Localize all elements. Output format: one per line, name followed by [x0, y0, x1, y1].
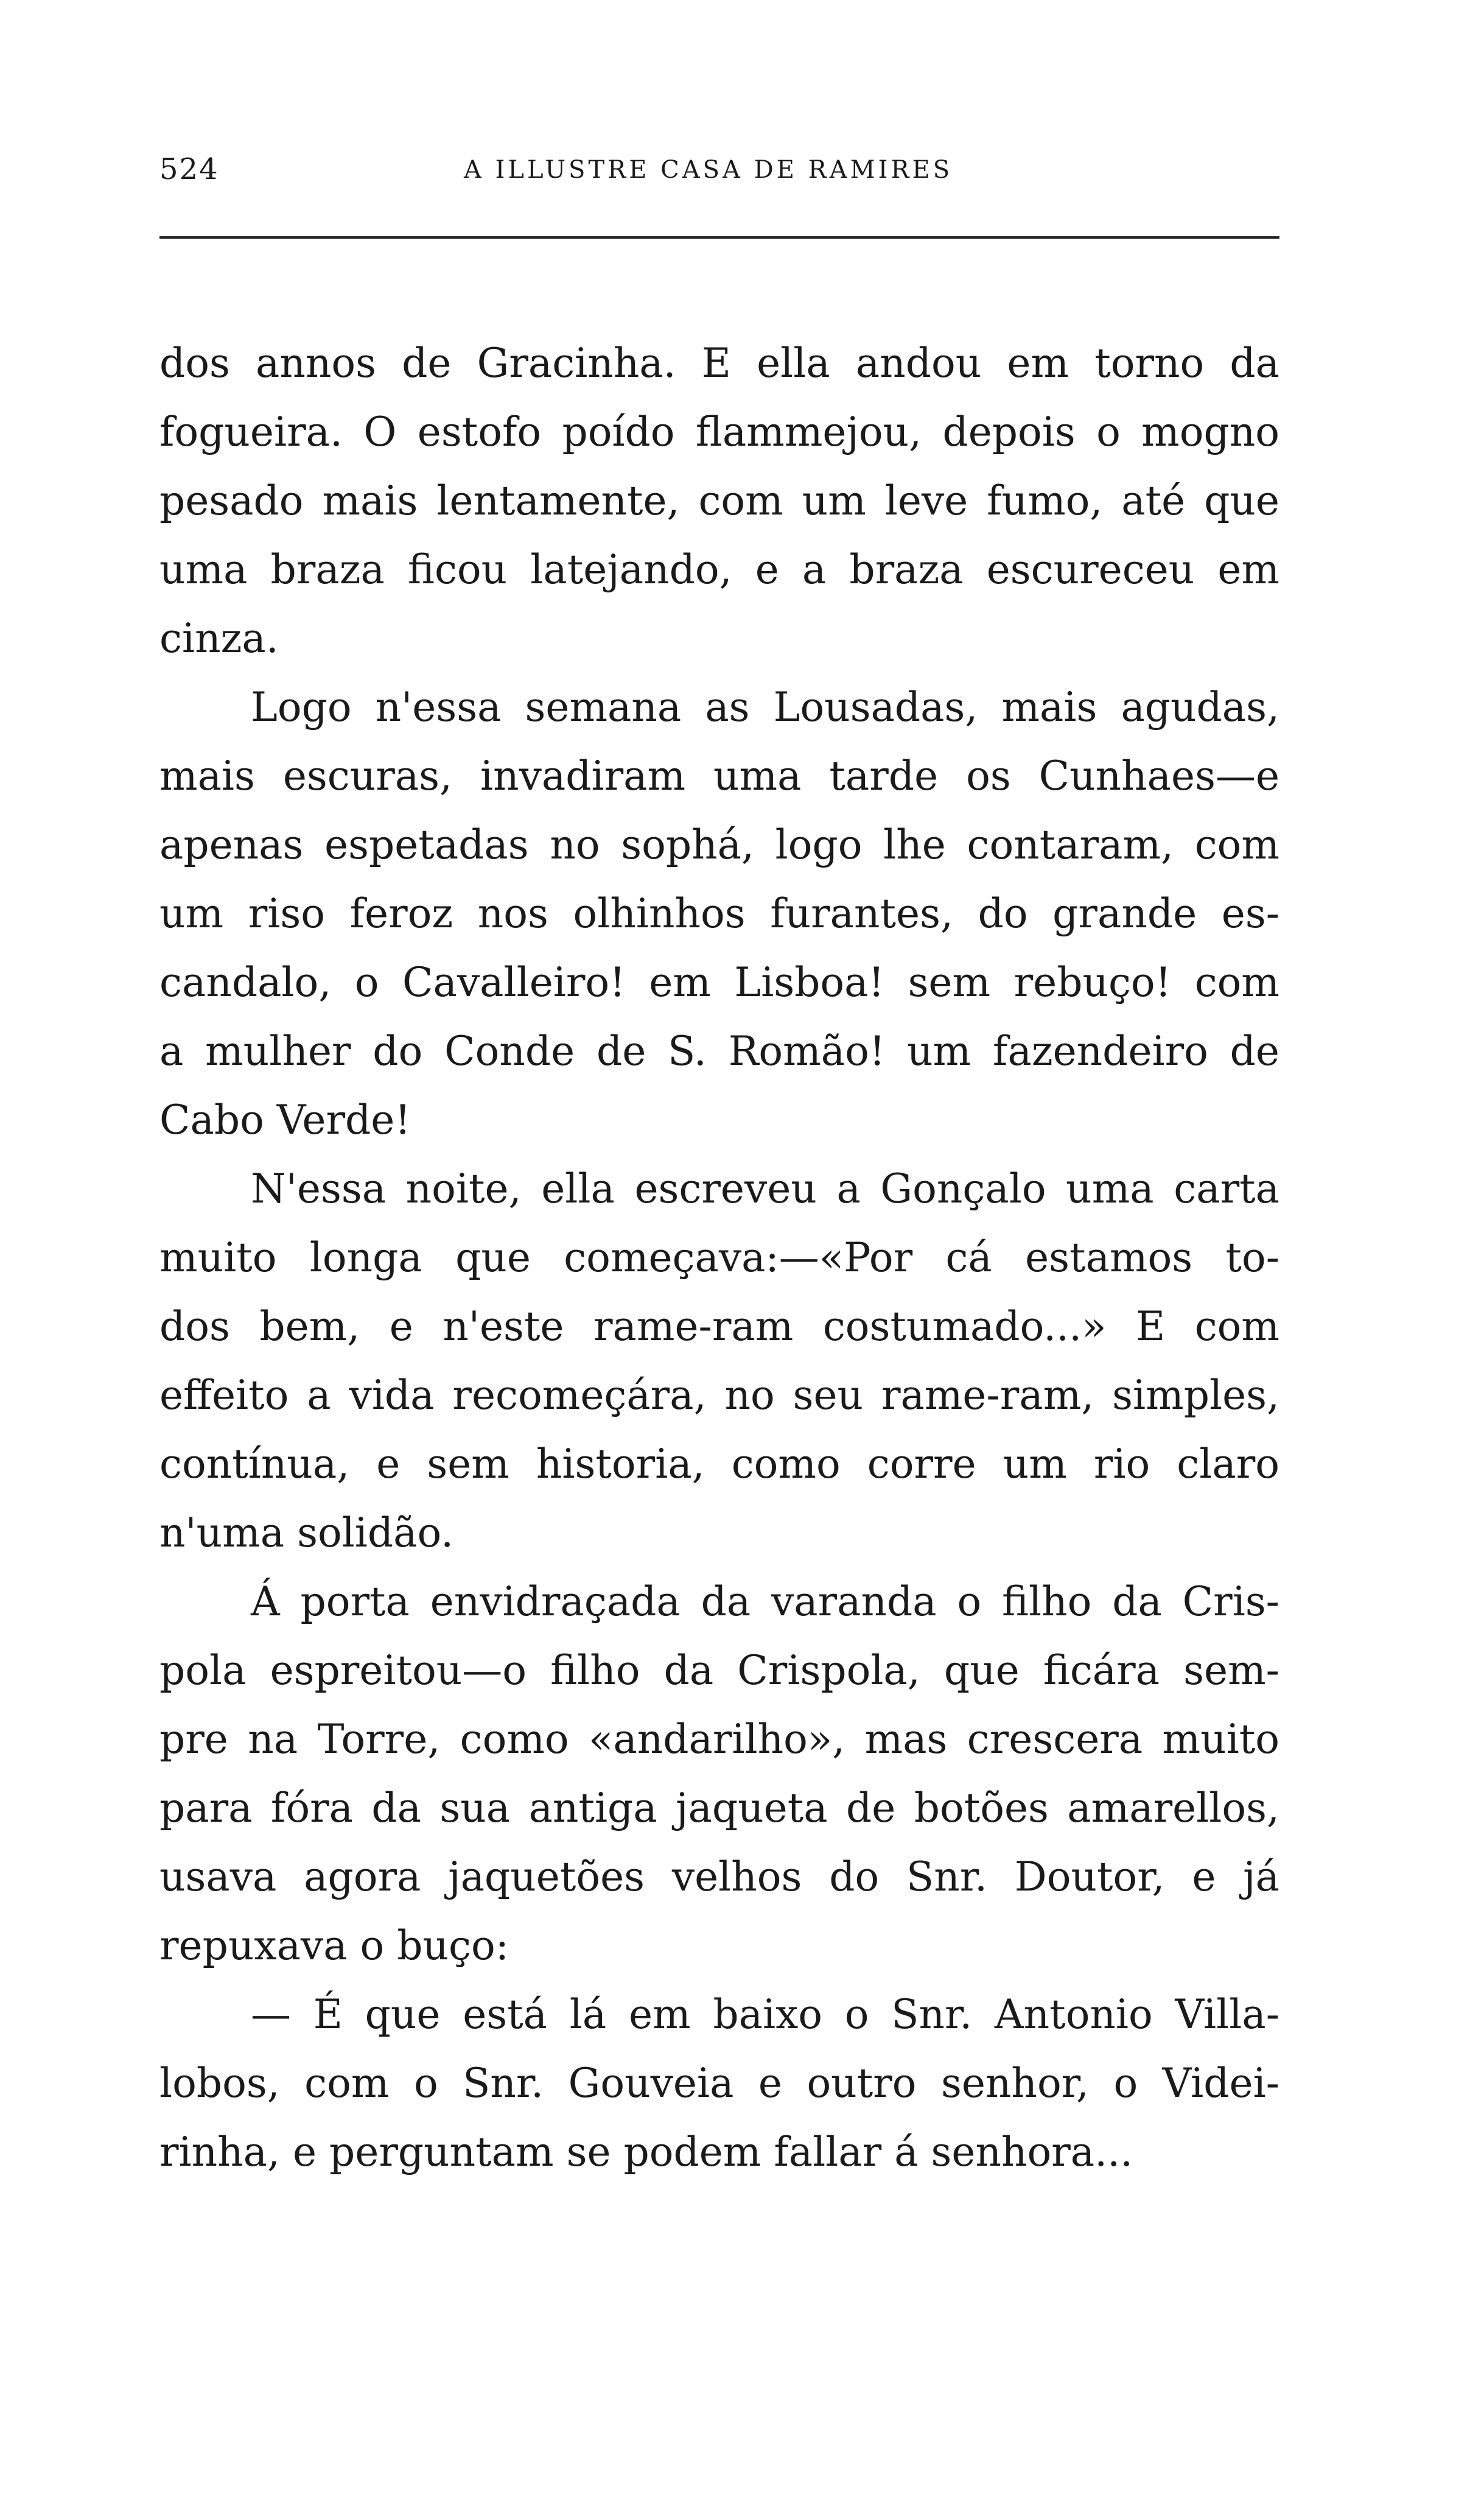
- text-line: fogueira. O estofo poído flammejou, depois o mogno: [159, 409, 1279, 455]
- text-line: n'uma solidão.: [159, 1509, 454, 1556]
- paragraph: [159, 329, 1279, 673]
- text-line: Logo n'essa semana as Lousadas, mais agudas,: [251, 684, 1279, 731]
- text-line: mais escuras, invadiram uma tarde os Cunhaes—e: [159, 753, 1279, 799]
- text-line: para fóra da sua antiga jaqueta de botões amarellos,: [159, 1785, 1279, 1831]
- text-line: pola espreitou—o filho da Crispola, que ficára sem-: [159, 1647, 1279, 1694]
- text-line: Á porta envidraçada da varanda o filho da Cris-: [251, 1578, 1279, 1625]
- text-line: N'essa noite, ella escreveu a Gonçalo uma carta: [251, 1165, 1279, 1212]
- text-line: um riso feroz nos olhinhos furantes, do grande es-: [159, 890, 1279, 937]
- header-rule: [159, 236, 1279, 239]
- paragraph: [159, 673, 1279, 1154]
- text-line: apenas espetadas no sophá, logo lhe contaram, com: [159, 821, 1279, 868]
- text-line: effeito a vida recomeçára, no seu rame-ram, simples,: [159, 1372, 1279, 1419]
- paragraph: [159, 1980, 1279, 2186]
- page-header: [159, 152, 1279, 195]
- text-line: a mulher do Conde de S. Romão! um fazendeiro de: [159, 1028, 1279, 1075]
- text-line: rinha, e perguntam se podem fallar á senhora...: [159, 2129, 1133, 2175]
- text-line: usava agora jaquetões velhos do Snr. Doutor, e já: [159, 1853, 1279, 1900]
- text-line: contínua, e sem historia, como corre um rio claro: [159, 1441, 1279, 1487]
- page-number: 524: [159, 152, 219, 186]
- paragraph: [159, 1154, 1279, 1567]
- text-line: Cabo Verde!: [159, 1097, 411, 1143]
- paragraph: [159, 1567, 1279, 1980]
- text-line: pre na Torre, como «andarilho», mas crescera muito: [159, 1716, 1279, 1763]
- text-line: uma braza ficou latejando, e a braza escureceu em: [159, 546, 1279, 593]
- text-line: dos bem, e n'este rame-ram costumado...» E com: [159, 1303, 1279, 1350]
- text-line: lobos, com o Snr. Gouveia e outro senhor, o Videi-: [159, 2060, 1279, 2107]
- running-title: A ILLUSTRE CASA DE RAMIRES: [464, 156, 953, 184]
- text-line: repuxava o buço:: [159, 1922, 509, 1969]
- body-text: [159, 329, 1279, 2186]
- text-line: candalo, o Cavalleiro! em Lisboa! sem rebuço! com: [159, 959, 1279, 1006]
- text-line: — É que está lá em baixo o Snr. Antonio Villa-: [251, 1991, 1279, 2038]
- text-line: muito longa que começava:—«Por cá estamos to-: [159, 1234, 1279, 1281]
- text-line: cinza.: [159, 615, 279, 662]
- text-line: dos annos de Gracinha. E ella andou em torno da: [159, 340, 1279, 387]
- text-line: pesado mais lentamente, com um leve fumo, até que: [159, 477, 1279, 524]
